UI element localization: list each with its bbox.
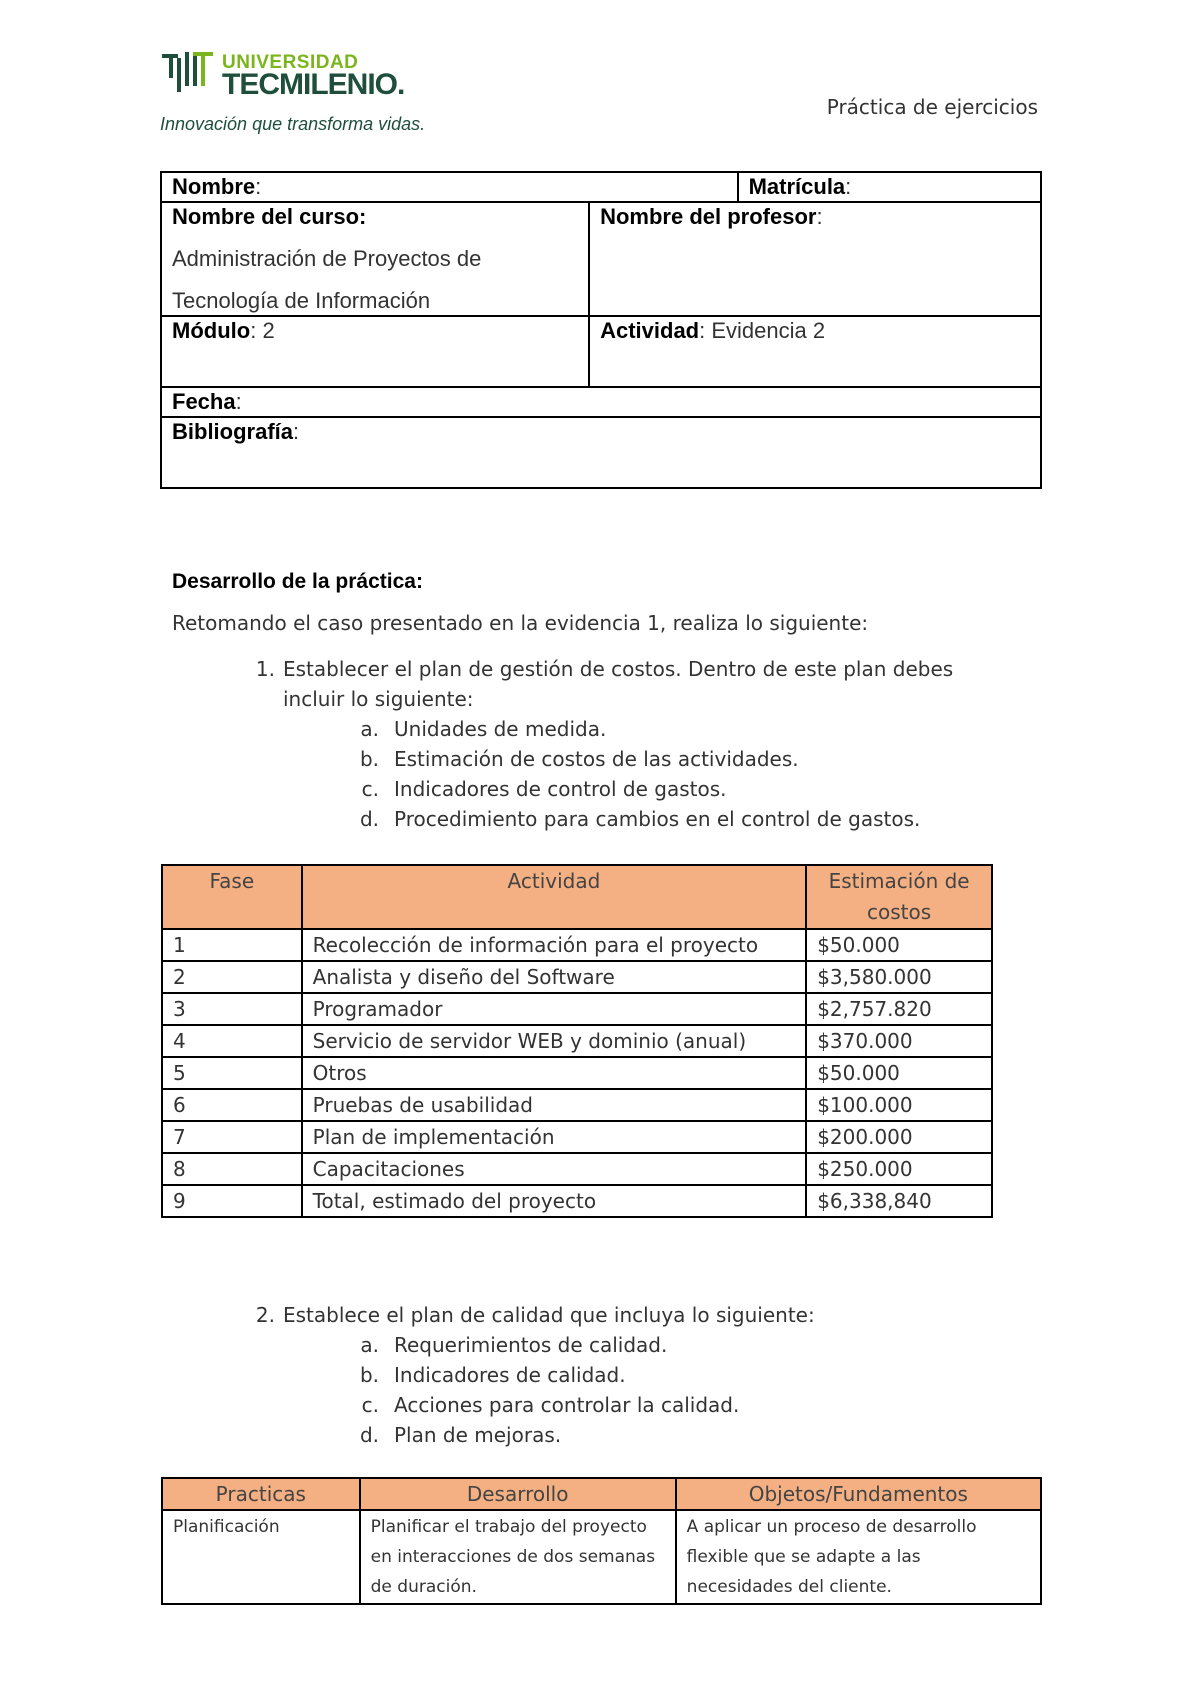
sub-item-text: Unidades de medida.	[394, 717, 607, 741]
actividad-cell: Total, estimado del proyecto	[302, 1185, 807, 1217]
curso-value-line2: Tecnología de Información	[172, 288, 431, 313]
table-row	[162, 1121, 992, 1153]
fase-cell: 4	[162, 1025, 302, 1057]
sub-item-letter: a.	[360, 1333, 379, 1357]
nombre-cell[interactable]: Nombre:	[161, 172, 738, 202]
student-info-table	[160, 171, 1042, 489]
costs-header-fase: Fase	[162, 865, 302, 929]
sub-item-letter: a.	[360, 717, 379, 741]
curso-value-line1: Administración de Proyectos de	[172, 246, 482, 271]
sub-item-text: Acciones para controlar la calidad.	[394, 1393, 740, 1417]
list-number: 1.	[255, 657, 275, 681]
fase-cell: 5	[162, 1057, 302, 1089]
section-title: Desarrollo de la práctica:	[172, 570, 423, 593]
document-type: Práctica de ejercicios	[826, 95, 1038, 119]
actividad-cell: Otros	[302, 1057, 807, 1089]
costo-cell: $3,580.000	[806, 961, 992, 993]
sub-item-letter: b.	[359, 747, 379, 771]
actividad-cell: Capacitaciones	[302, 1153, 807, 1185]
list-item-text: Establecer el plan de gestión de costos. Dentro de este plan debes	[283, 657, 954, 681]
sub-item-text: Estimación de costos de las actividades.	[394, 747, 799, 771]
profesor-cell[interactable]: Nombre del profesor:	[589, 202, 1041, 316]
actividad-cell: Analista y diseño del Software	[302, 961, 807, 993]
actividad-cell: Programador	[302, 993, 807, 1025]
table-row	[162, 1510, 1041, 1604]
actividad-label: Actividad	[600, 318, 700, 343]
table-row	[162, 1089, 992, 1121]
costo-cell: $2,757.820	[806, 993, 992, 1025]
objetos-cell: A aplicar un proceso de desarrollo flexible que se adapte a las necesidades del cliente.	[676, 1510, 1041, 1604]
costo-cell: $370.000	[806, 1025, 992, 1057]
sub-item-letter: b.	[359, 1363, 379, 1387]
costs-header-actividad: Actividad	[302, 865, 807, 929]
modulo-cell: Módulo: 2	[161, 316, 589, 387]
fase-cell: 7	[162, 1121, 302, 1153]
quality-header-objetos: Objetos/Fundamentos	[676, 1478, 1041, 1510]
actividad-cell: Plan de implementación	[302, 1121, 807, 1153]
fase-cell: 3	[162, 993, 302, 1025]
costo-cell: $100.000	[806, 1089, 992, 1121]
costo-cell: $250.000	[806, 1153, 992, 1185]
costo-cell: $6,338,840	[806, 1185, 992, 1217]
fecha-label: Fecha	[172, 389, 236, 414]
matricula-cell[interactable]: Matrícula:	[738, 172, 1041, 202]
bibliografia-cell[interactable]: Bibliografía:	[161, 417, 1041, 488]
fecha-cell[interactable]: Fecha:	[161, 387, 1041, 417]
sub-item-text: Indicadores de control de gastos.	[394, 777, 727, 801]
fase-cell: 1	[162, 929, 302, 961]
costs-table	[161, 864, 993, 1218]
quality-table	[161, 1477, 1042, 1605]
desarrollo-cell: Planificar el trabajo del proyecto en interacciones de dos semanas de duración.	[360, 1510, 676, 1604]
actividad-cell: Recolección de información para el proyecto	[302, 929, 807, 961]
fase-cell: 9	[162, 1185, 302, 1217]
table-row	[162, 961, 992, 993]
practica-cell: Planificación	[162, 1510, 360, 1604]
list-number: 2.	[255, 1303, 275, 1327]
sub-item-text: Indicadores de calidad.	[394, 1363, 626, 1387]
actividad-cell: Servicio de servidor WEB y dominio (anual)	[302, 1025, 807, 1057]
sub-item-text: Requerimientos de calidad.	[394, 1333, 668, 1357]
logo-tecmilenio: TECMILENIO.	[222, 68, 405, 101]
actividad-cell: Pruebas de usabilidad	[302, 1089, 807, 1121]
fase-cell: 2	[162, 961, 302, 993]
costo-cell: $50.000	[806, 929, 992, 961]
curso-cell	[161, 202, 589, 316]
fase-cell: 8	[162, 1153, 302, 1185]
quality-header-practicas: Practicas	[162, 1478, 360, 1510]
costs-header-estimacion: Estimación de costos	[806, 865, 992, 929]
sub-item-text: Procedimiento para cambios en el control de gastos.	[394, 807, 921, 831]
sub-item-letter: c.	[361, 777, 379, 801]
logo-mark-icon	[160, 50, 220, 105]
quality-header-desarrollo: Desarrollo	[360, 1478, 676, 1510]
fase-cell: 6	[162, 1089, 302, 1121]
table-row	[162, 1025, 992, 1057]
modulo-value: 2	[262, 318, 275, 343]
sub-item-text: Plan de mejoras.	[394, 1423, 562, 1447]
costo-cell: $200.000	[806, 1121, 992, 1153]
sub-item-letter: c.	[361, 1393, 379, 1417]
profesor-label: Nombre del profesor	[600, 204, 817, 229]
sub-item-letter: d.	[359, 1423, 379, 1447]
sub-item-letter: d.	[359, 807, 379, 831]
curso-label: Nombre del curso:	[172, 204, 367, 229]
logo-tagline: Innovación que transforma vidas.	[160, 114, 426, 134]
table-row	[162, 929, 992, 961]
list-item-text: incluir lo siguiente:	[283, 687, 474, 711]
table-row	[162, 1185, 992, 1217]
nombre-label: Nombre	[172, 174, 256, 199]
bibliografia-label: Bibliografía	[172, 419, 294, 444]
modulo-label: Módulo	[172, 318, 251, 343]
list-item-text: Establece el plan de calidad que incluya lo siguiente:	[283, 1303, 815, 1327]
table-row	[162, 1153, 992, 1185]
actividad-cell: Actividad: Evidencia 2	[589, 316, 1041, 387]
intro-text: Retomando el caso presentado en la evidencia 1, realiza lo siguiente:	[172, 611, 869, 635]
tecmilenio-logo	[160, 50, 430, 140]
matricula-label: Matrícula	[748, 174, 846, 199]
table-row	[162, 993, 992, 1025]
logo-universidad: UNIVERSIDAD	[222, 52, 359, 73]
actividad-value: Evidencia 2	[711, 318, 826, 343]
table-row	[162, 1057, 992, 1089]
costo-cell: $50.000	[806, 1057, 992, 1089]
